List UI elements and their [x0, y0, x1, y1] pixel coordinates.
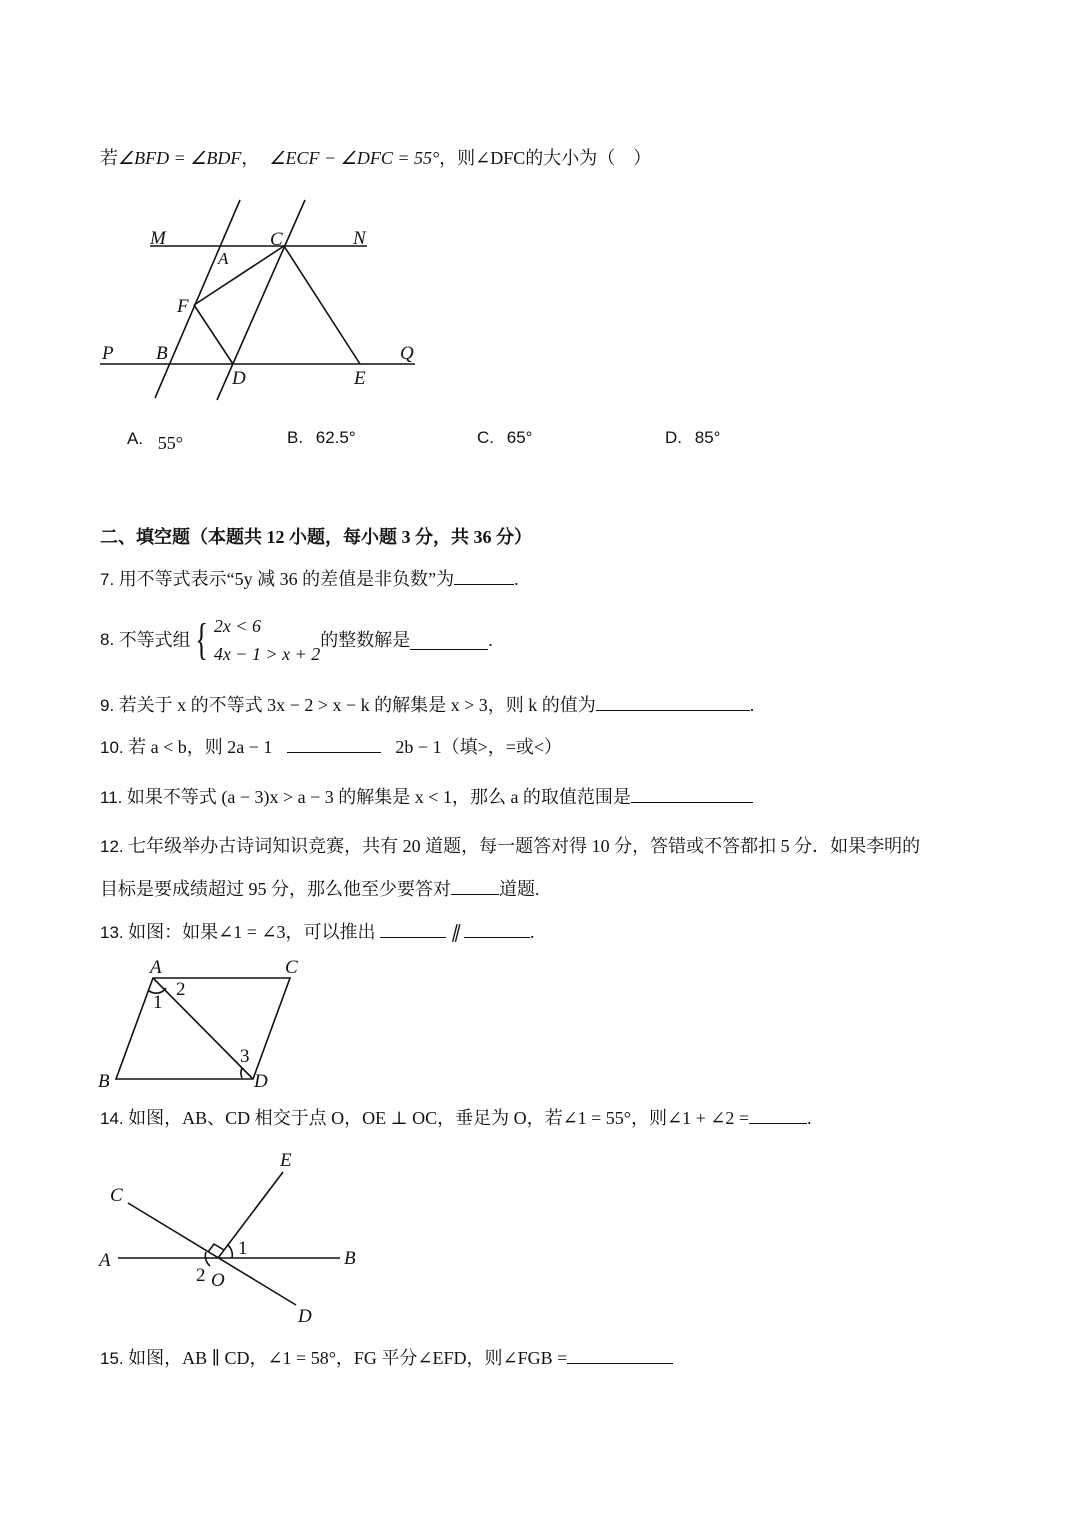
q12-line2: 目标是要成绩超过 95 分，那么他至少要答对 道题. — [100, 876, 540, 901]
right-angle-mark — [208, 1244, 224, 1252]
q11: 11. 如果不等式 (a − 3)x > a − 3 的解集是 x < 1，那么 a 的取值范围是 — [100, 784, 753, 810]
q11-text: 如果不等式 (a − 3)x > a − 3 的解集是 x < 1，那么 a 的取值范围是 — [126, 787, 631, 807]
label-d: D — [232, 368, 246, 389]
q15-answer-blank[interactable] — [567, 1345, 673, 1364]
label-b: B — [344, 1248, 356, 1269]
q7: 7. 用不等式表示“5y 减 36 的差值是非负数”为 . — [100, 566, 519, 592]
label-a: A — [218, 249, 229, 268]
q14-text: 如图，AB、CD 相交于点 O，OE ⊥ OC，垂足为 O，若∠1 = 55°，则∠1 + ∠2 = — [128, 1108, 749, 1128]
q15: 15. 如图，AB ∥ CD，∠1 = 58°，FG 平分∠EFD，则∠FGB = — [100, 1345, 673, 1371]
q7-text: 用不等式表示“5y 减 36 的差值是非负数”为 — [118, 569, 455, 589]
label-o: O — [211, 1270, 225, 1291]
q8-brace: { — [194, 615, 208, 664]
angle-arc-2 — [205, 1252, 210, 1266]
label-1: 1 — [153, 992, 163, 1013]
label-a: A — [150, 957, 162, 978]
label-e: E — [354, 368, 366, 389]
q6-cond1: ∠BFD = ∠BDF — [118, 148, 242, 168]
ray-oe — [218, 1172, 283, 1258]
q6-option-a[interactable]: A. 55° — [127, 429, 183, 453]
label-c: C — [270, 229, 283, 250]
q6-option-c[interactable]: C. 65° — [477, 428, 533, 447]
q13: 13. 如图：如果∠1 = ∠3，可以推出 ∥ . — [100, 919, 534, 945]
label-2: 2 — [196, 1265, 206, 1286]
q6-sep1: ， — [241, 148, 260, 168]
q15-text: 如图，AB ∥ CD，∠1 = 58°，FG 平分∠EFD，则∠FGB = — [128, 1348, 568, 1368]
label-b: B — [156, 343, 168, 364]
label-c: C — [285, 957, 298, 978]
label-3: 3 — [240, 1046, 250, 1067]
label-d: D — [254, 1071, 268, 1092]
label-q: Q — [400, 343, 414, 364]
q6-cond2: ∠ECF − ∠DFC = 55° — [269, 148, 440, 168]
label-e: E — [280, 1150, 292, 1171]
q6-option-d[interactable]: D. 85° — [665, 428, 721, 447]
q6-stem-suffix: ，则∠DFC的大小为（ ） — [439, 148, 652, 168]
label-b: B — [98, 1071, 110, 1092]
q12-line1: 12. 七年级举办古诗词知识竞赛，共有 20 道题，每一题答对得 10 分，答错或不答都扣 5 分．如果李明的 — [100, 836, 921, 856]
section-title: 二、填空题（本题共 12 小题，每小题 3 分，共 36 分） — [100, 527, 532, 547]
label-c: C — [110, 1185, 123, 1206]
q14: 14. 如图，AB、CD 相交于点 O，OE ⊥ OC，垂足为 O，若∠1 = 55°，则∠1 + ∠2 = . — [100, 1105, 811, 1131]
q9: 9. 若关于 x 的不等式 3x − 2 > x − k 的解集是 x > 3，则 k 的值为 . — [100, 692, 754, 718]
q6-stem-prefix: 若 — [100, 148, 118, 168]
label-d: D — [298, 1306, 312, 1327]
q8: 8. 不等式组{ 2x < 6 4x − 1 > x + 2的整数解是 . — [100, 612, 493, 672]
label-n: N — [353, 228, 366, 249]
label-f: F — [177, 296, 189, 317]
label-m: M — [150, 228, 166, 249]
q8-system: 2x < 6 4x − 1 > x + 2 — [213, 616, 321, 664]
angle-arc-1 — [228, 1245, 232, 1258]
q9-text: 若关于 x 的不等式 3x − 2 > x − k 的解集是 x > 3，则 k 的值为 — [118, 695, 596, 715]
q6-option-b[interactable]: B. 62.5° — [287, 428, 356, 447]
q10: 10. 若 a < b，则 2a − 1 2b − 1（填>，=或<） — [100, 734, 562, 760]
label-p: P — [102, 343, 114, 364]
label-a: A — [99, 1250, 111, 1271]
label-1: 1 — [238, 1238, 248, 1259]
label-2: 2 — [176, 979, 186, 1000]
